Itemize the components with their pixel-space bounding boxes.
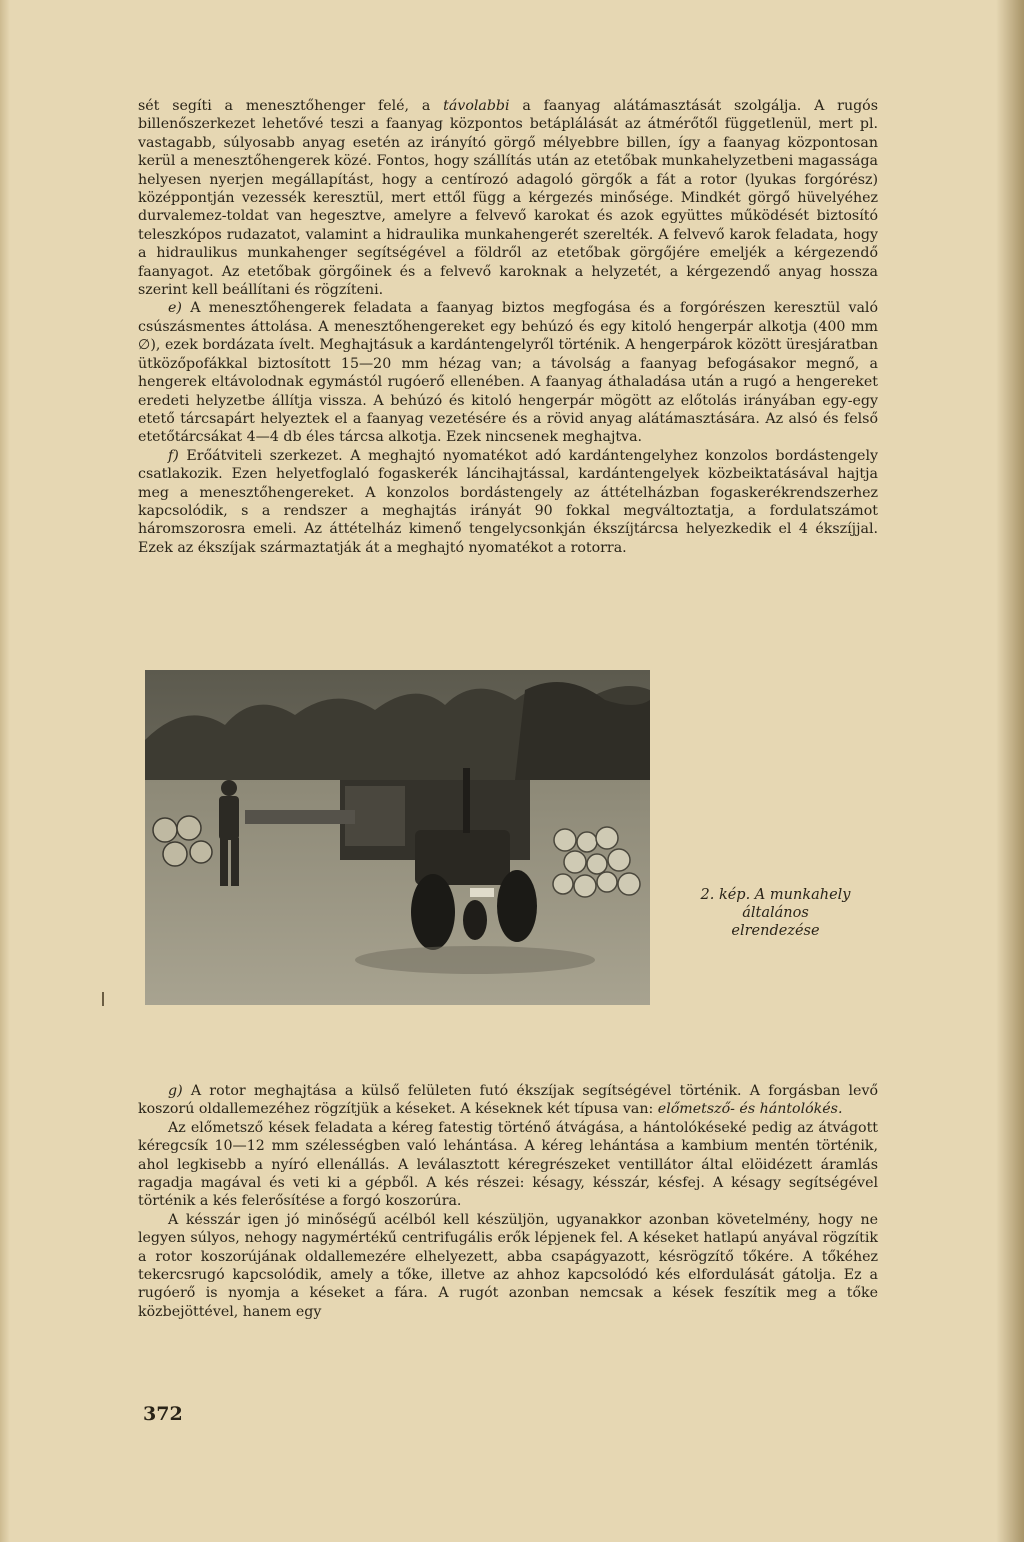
paragraph	[138, 1082, 878, 1119]
italic-text: f)	[168, 447, 179, 464]
italic-text: előmetsző- és hántolókés.	[657, 1101, 843, 1118]
text-run: A rotor meghajtása a külső felületen futó ékszíjak segítségével történik. A forgásban levő koszorú oldallemezéhez rögzítjük a késeket. A késeknek két típusa van:	[138, 1083, 878, 1118]
paragraph	[138, 447, 878, 557]
paragraph	[138, 1119, 878, 1211]
text-run: a faanyag alátámasztását szolgálja. A rugós billenőszerkezet lehetővé teszi a faanyag központos betáplálását az átmérőtől függetlenül, mert pl. vastagabb, súlyosabb anyag esetén az irányító görgő mélyebbre billen, így a faanyag központosan kerül a menesztőhengerek közé. Fontos, hogy szállítás után az etetőbak munkahelyzetbeni magassága helyesen nyerjen megállapítást, hogy a centírozó adagoló görgők a fát a rotor (lyukas forgórész) középpontján vezessék keresztül, mert ettől függ a kérgezés minősége. Mindkét görgő hüvelyéhez durvalemez-toldat van hegesztve, amelyre a felvevő karokat és azok együttes működését biztosító teleszkópos rudazatot, valamint a hidraulika munkahengerét szerelték. A felvevő karok feladata, hogy a hidraulikus munkahenger segítségével a földről az etetőbak görgőjére emeljék a kérgezendő faanyagot. Az etetőbak görgőinek és a felvevő karoknak a helyzetét, a kérgezendő anyag hossza szerint kell beállítani és rögzíteni.	[138, 98, 879, 299]
text-run: A menesztőhengerek feladata a faanyag biztos megfogása és a forgórészen keresztül való csúszásmentes áttolása. A menesztőhengereket egy behúzó és egy kitoló hengerpár alkotja (400 mm ∅), ezek bordázata ívelt. Meghajtásuk a kardántengelyről történik. A hengerpárok között üresjáratban ütközőpofákkal biztosított 15—20 mm hézag van; a távolság a faanyag befogásakor megnő, a hengerek eltávolodnak egymástól rugóerő ellenében. A faanyag áthaladása után a rugó a hengereket eredeti helyzetbe állítja vissza. A behúzó és kitoló hengerpár mögött az előtolás irányában egy-egy etető tárcsapárt helyeztek el a faanyag vezetésére és a rövid anyag alátámasztására. Az alsó és felső etetőtárcsákat 4—4 db éles tárcsa alkotja. Ezek nincsenek meghajtva.	[138, 300, 878, 446]
paragraph	[138, 1211, 878, 1321]
italic-text: e)	[168, 300, 182, 317]
text-run: A késszár igen jó minőségű acélból kell készüljön, ugyanakkor azonban követelmény, hogy ne legyen súlyos, nehogy nagymértékű centrifugális erők lépjenek fel. A késeket hatlapú anyával rögzítik a rotor koszorújának oldallemezére elhelyezett, abba csapágyazott, késrögzítő tőkére. A tőkéhez tekercsrugó kapcsolódik, amely a tőke, illetve az ahhoz kapcsolódó kés elfordulását gátolja. Ez a rugóerő is nyomja a késeket a fára. A rugót azonban nemcsak a kések feszítik meg a tőke közbejöttével, hanem egy	[138, 1211, 878, 1320]
photo-illustration	[145, 670, 650, 1005]
text-run: Az előmetsző kések feladata a kéreg fatestig történő átvágása, a hántolókéseké pedig az átvágott kéregcsík 10—12 mm szélességben való lehántása. A kéreg lehántása a kambium mentén történik, ahol legkisebb a nyíró ellenállás. A leválasztott kéregrészeket ventillátor által elöidézett áramlás ragadja magával és veti ki a gépből. A kés részei: késagy, késszár, késfej. A késagy segítségével történik a kés felerősítése a forgó koszorúra.	[138, 1119, 878, 1210]
page-number: 372	[143, 1403, 183, 1425]
text-run: Erőátviteli szerkezet. A meghajtó nyomatékot adó kardántengelyhez konzolos bordástengely csatlakozik. Ezen helyetfoglaló fogaskerék láncihajtással, kardántengelyek közbeiktatásával hajtja meg a menesztőhengereket. A konzolos bordástengely az áttételházban fogaskerékrendszerhez kapcsolódik, s a rendszer a meghajtás irányát 90 fokkal megváltoztatja, a fordulatszámot háromszorosra emeli. Az áttételház kimenő tengelycsonkján ékszíjtárcsa helyezkedik el 4 ékszíjjal. Ezek az ékszíjak származtatják át a meghajtó nyomatékot a rotorra.	[138, 447, 878, 556]
page-left-edge	[0, 0, 10, 1542]
italic-text: g)	[168, 1083, 183, 1099]
caption-line-1: 2. kép. A munkahely általános	[700, 887, 851, 921]
photo-work-site	[145, 670, 650, 1005]
paragraph	[138, 299, 878, 446]
caption-line-2: elrendezése	[731, 923, 820, 939]
text-block-top	[138, 97, 878, 557]
page-right-edge	[996, 0, 1024, 1542]
italic-text: távolabbi	[443, 98, 510, 114]
text-block-bottom	[138, 1082, 878, 1321]
margin-mark	[102, 992, 104, 1006]
text-run: sét segíti a menesztőhenger felé, a	[138, 98, 444, 114]
photo-caption	[668, 886, 883, 940]
paragraph	[138, 97, 878, 299]
